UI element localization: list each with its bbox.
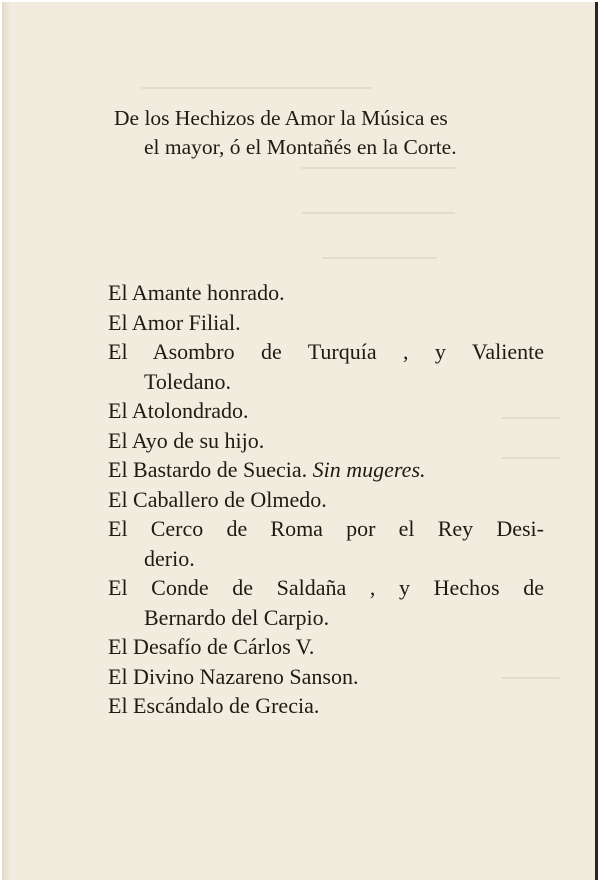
list-item — [108, 485, 544, 515]
play-title: El Amante honrado. — [108, 280, 285, 305]
heading-line-2: el mayor, ó el Montañés en la Corte. — [144, 135, 457, 159]
cast-note: Sin mugeres. — [312, 457, 426, 482]
play-title-continuation: derio. — [144, 545, 195, 571]
play-title: El Atolondrado. — [108, 398, 249, 423]
list-item — [108, 396, 544, 426]
play-title: El Conde de Saldaña , y Hechos de — [108, 575, 544, 600]
list-item — [108, 337, 544, 396]
play-title: El Cerco de Roma por el Rey Desi- — [108, 516, 544, 541]
page-gutter-shadow — [2, 2, 10, 880]
list-item — [108, 573, 544, 632]
heading-line-1: De los Hechizos de Amor la Música es — [114, 106, 448, 130]
list-item — [108, 308, 544, 338]
list-item — [108, 455, 544, 485]
play-title-list — [108, 278, 544, 721]
play-title: El Caballero de Olmedo. — [108, 486, 327, 512]
play-title: El Bastardo de Suecia. — [108, 457, 308, 482]
list-item — [108, 426, 544, 456]
play-title: El Ayo de su hijo. — [108, 427, 265, 453]
list-item — [108, 632, 544, 662]
list-item — [108, 662, 544, 692]
list-item — [108, 514, 544, 573]
play-title: El Divino Nazareno Sanson. — [108, 663, 359, 689]
play-title-continuation: Bernardo del Carpio. — [144, 604, 330, 630]
play-title: El Asombro de Turquía , y Valiente — [108, 339, 544, 364]
play-title-continuation: Toledano. — [144, 368, 232, 394]
play-title: El Amor Filial. — [108, 309, 241, 335]
list-item — [108, 278, 544, 308]
bleed-through-texture: ──────────── ──────── ──────── ────── ─── ─── ─── — [142, 72, 560, 692]
list-item — [108, 691, 544, 721]
play-title: El Escándalo de Grecia. — [108, 693, 320, 718]
book-page — [2, 2, 598, 880]
play-title: El Desafío de Cárlos V. — [108, 634, 315, 659]
collection-heading — [114, 104, 544, 162]
